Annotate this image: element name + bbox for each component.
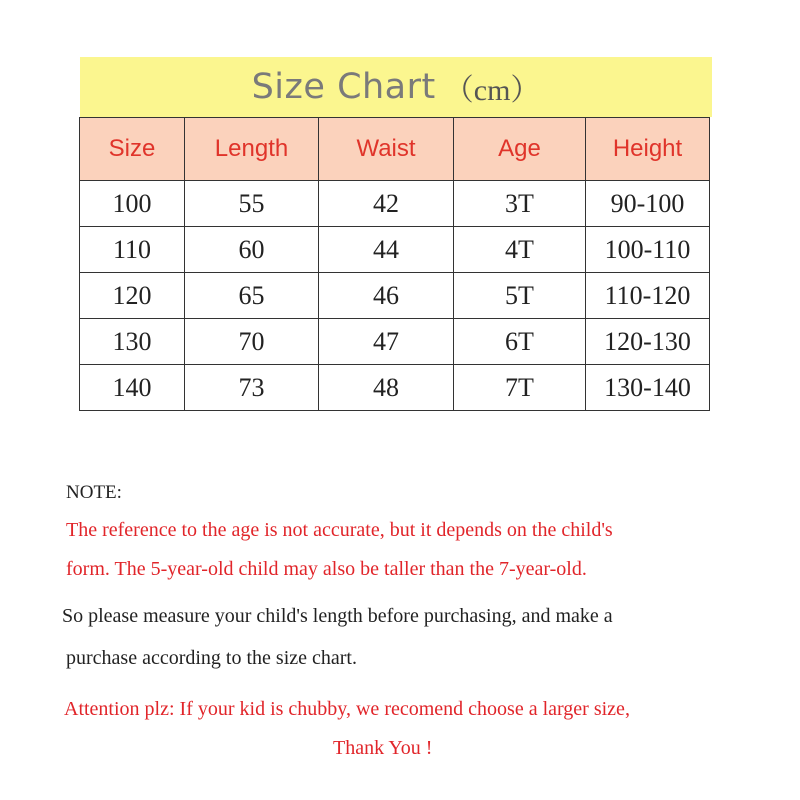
cell-waist: 44 <box>319 227 454 273</box>
note-age-line-1: The reference to the age is not accurate, but it depends on the child's <box>66 519 613 541</box>
note-measure-line-1: So please measure your child's length before purchasing, and make a <box>62 605 613 627</box>
table-row <box>80 227 710 273</box>
cell-length: 65 <box>185 273 319 319</box>
cell-size: 110 <box>80 227 185 273</box>
table-row <box>80 181 710 227</box>
table-header-row <box>80 118 710 181</box>
note-thank-you: Thank You ! <box>333 737 433 759</box>
cell-height: 130-140 <box>586 365 710 411</box>
cell-waist: 48 <box>319 365 454 411</box>
cell-height: 110-120 <box>586 273 710 319</box>
header-waist: Waist <box>319 118 454 181</box>
note-heading: NOTE: <box>66 482 122 503</box>
cell-age: 5T <box>454 273 586 319</box>
cell-age: 3T <box>454 181 586 227</box>
cell-size: 120 <box>80 273 185 319</box>
size-chart-title: Size Chart <box>251 67 436 107</box>
header-length: Length <box>185 118 319 181</box>
cell-height: 100-110 <box>586 227 710 273</box>
size-chart-unit: （cm） <box>443 74 541 107</box>
table-row <box>80 365 710 411</box>
cell-age: 4T <box>454 227 586 273</box>
cell-waist: 47 <box>319 319 454 365</box>
cell-length: 70 <box>185 319 319 365</box>
header-size: Size <box>80 118 185 181</box>
cell-waist: 42 <box>319 181 454 227</box>
table-row <box>80 273 710 319</box>
cell-size: 140 <box>80 365 185 411</box>
table-row <box>80 319 710 365</box>
header-age: Age <box>454 118 586 181</box>
cell-length: 60 <box>185 227 319 273</box>
cell-waist: 46 <box>319 273 454 319</box>
header-height: Height <box>586 118 710 181</box>
cell-size: 130 <box>80 319 185 365</box>
size-table <box>79 117 710 411</box>
cell-length: 73 <box>185 365 319 411</box>
cell-height: 90-100 <box>586 181 710 227</box>
cell-age: 7T <box>454 365 586 411</box>
cell-age: 6T <box>454 319 586 365</box>
note-age-line-2: form. The 5-year-old child may also be taller than the 7-year-old. <box>66 558 587 580</box>
note-measure-line-2: purchase according to the size chart. <box>66 647 357 669</box>
cell-height: 120-130 <box>586 319 710 365</box>
note-attention: Attention plz: If your kid is chubby, we recomend choose a larger size, <box>64 698 630 720</box>
cell-length: 55 <box>185 181 319 227</box>
size-chart-title-bar <box>80 57 712 117</box>
cell-size: 100 <box>80 181 185 227</box>
